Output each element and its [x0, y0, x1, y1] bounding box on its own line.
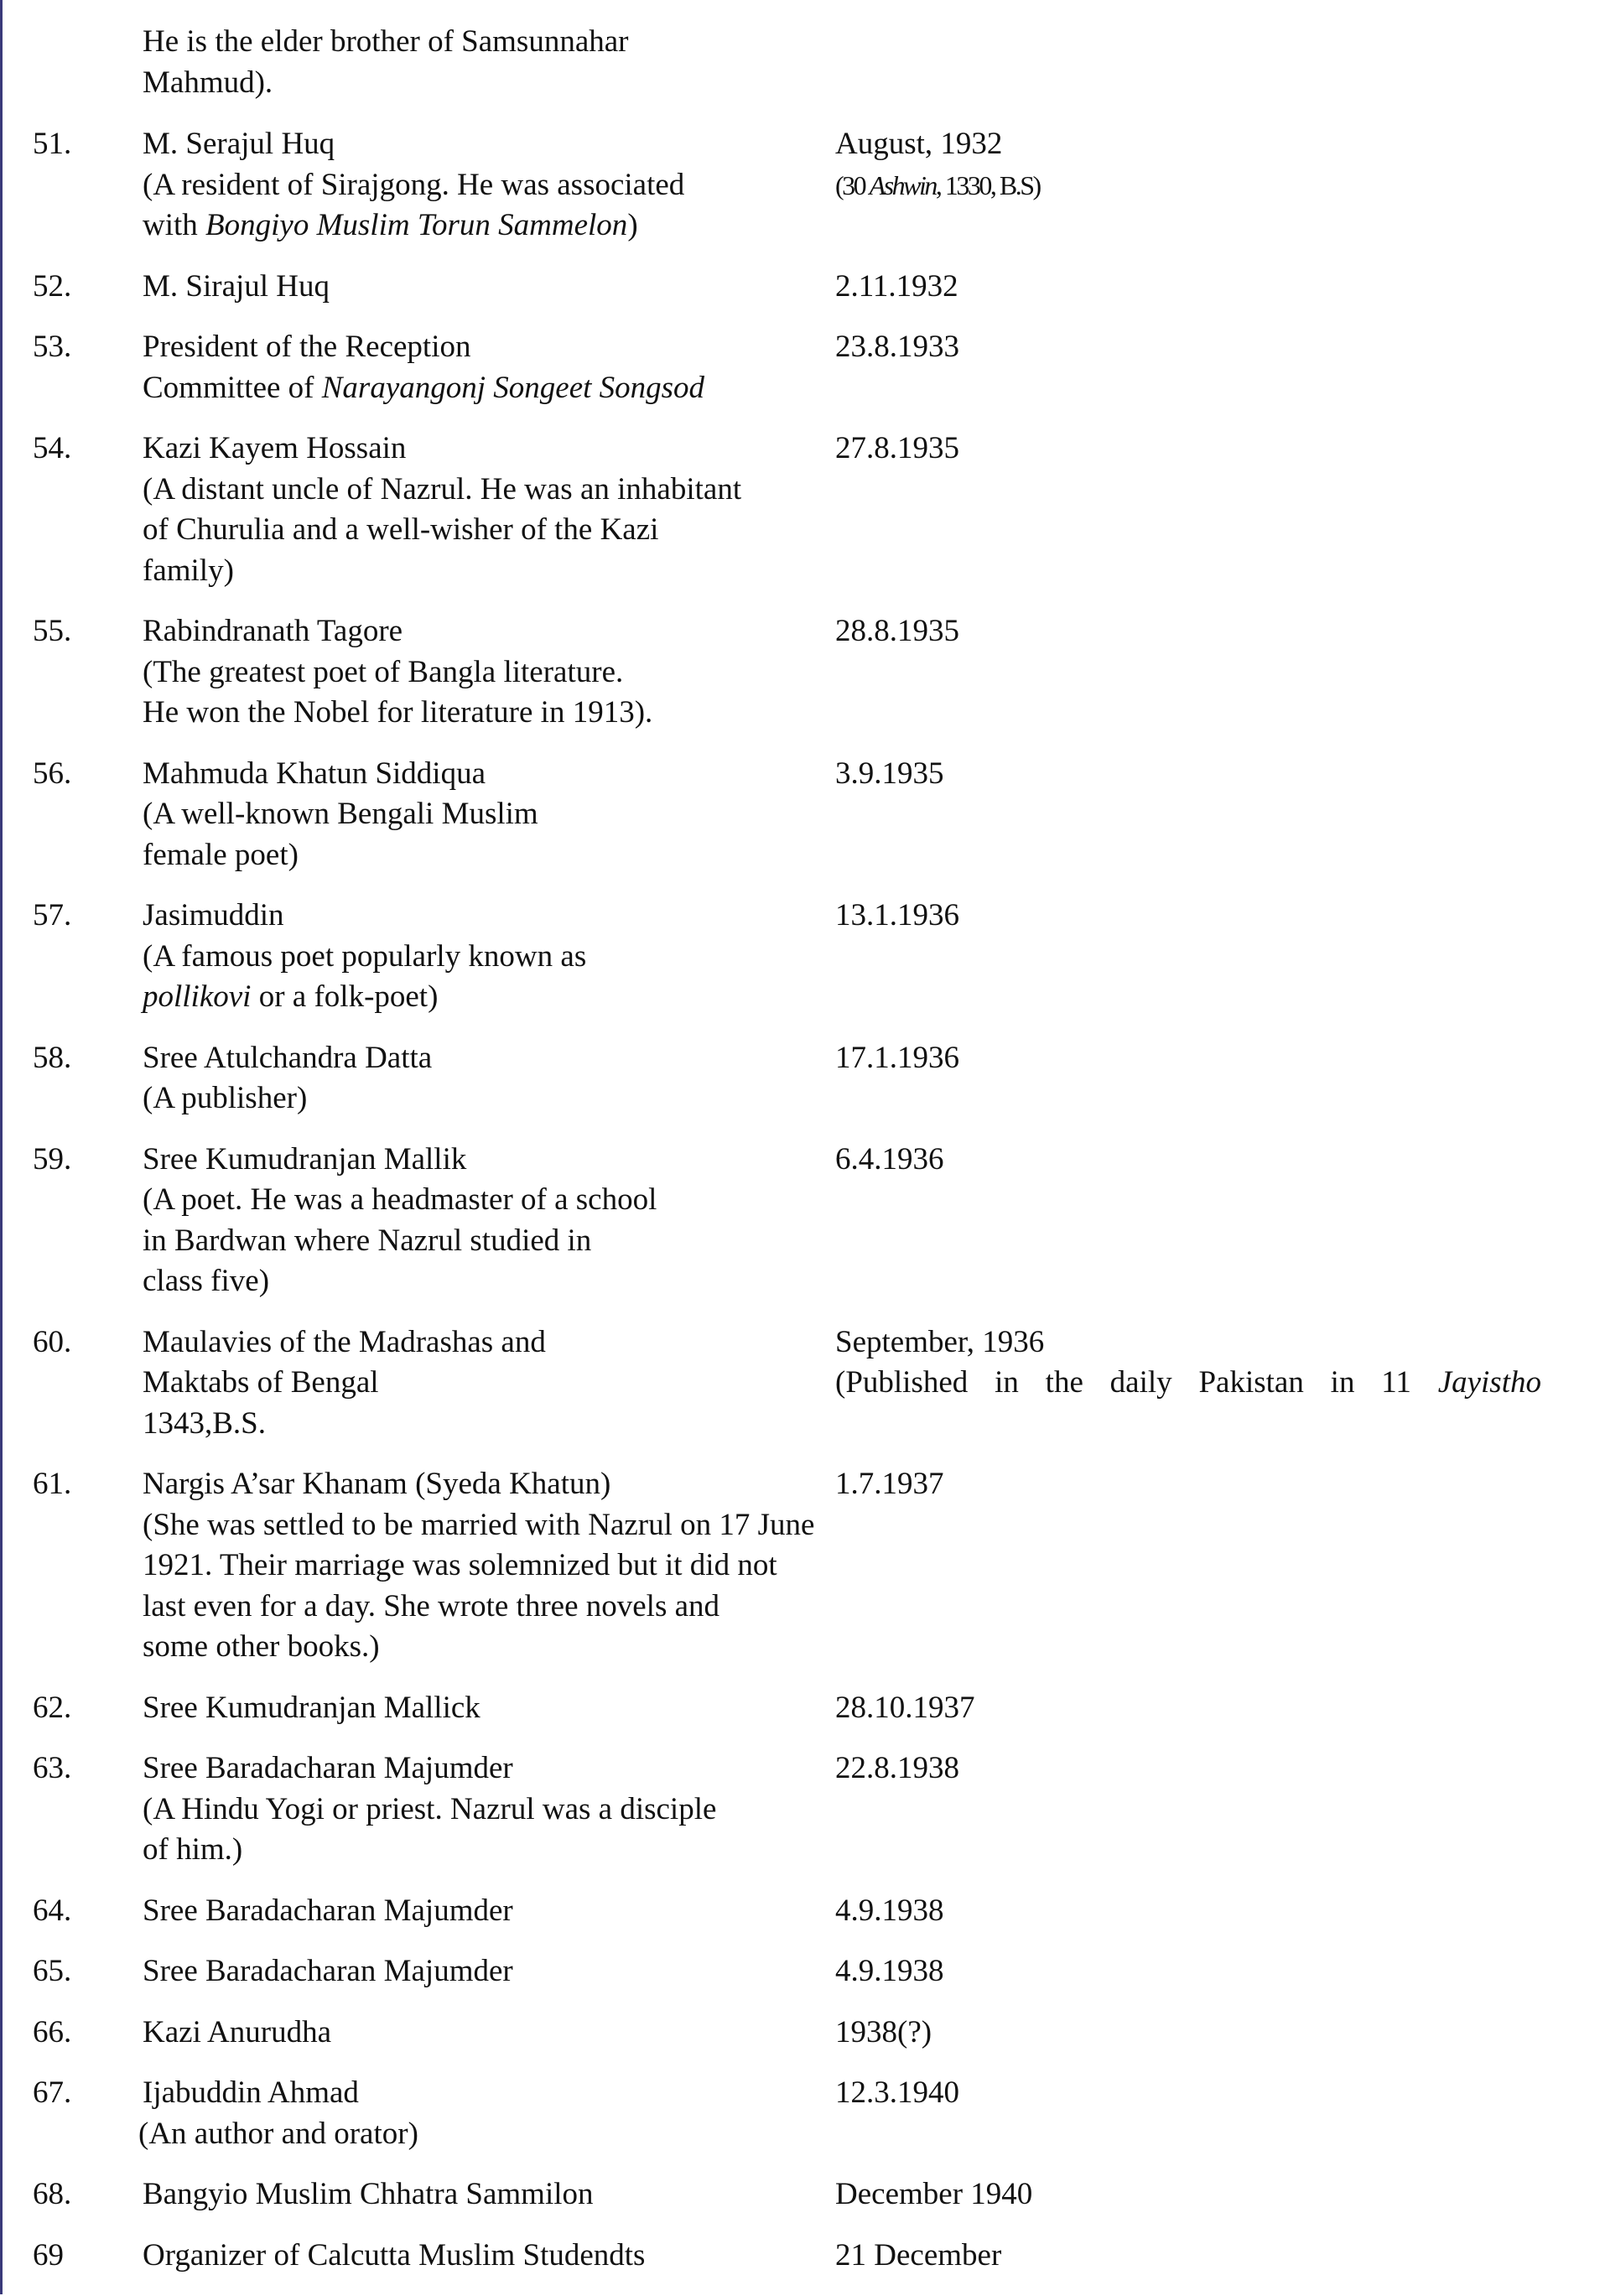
- date-value: 1938(?): [835, 2014, 932, 2049]
- entry-date: [835, 1748, 959, 1790]
- entry-date: [835, 1951, 944, 1992]
- entry-number: 60.: [33, 1324, 72, 1359]
- letter-entry: [0, 124, 1605, 247]
- entry-number: 67.: [33, 2075, 72, 2110]
- entry-date: [835, 896, 959, 937]
- entry-description: [143, 327, 889, 408]
- entry-note: 1921. Their marriage was solemnized but it did not: [143, 1548, 777, 1582]
- entry-number: 64.: [33, 1893, 72, 1928]
- entry-number: 58.: [33, 1040, 72, 1075]
- entry-date: [835, 1891, 944, 1932]
- entry-name: Sree Baradacharan Majumder: [143, 1954, 513, 1988]
- date-value: 4.9.1938: [835, 1893, 944, 1928]
- entry-description: [143, 2236, 889, 2277]
- entry-description: [143, 611, 889, 734]
- entry-number: 56.: [33, 756, 72, 791]
- entry-number: 68.: [33, 2177, 72, 2211]
- letter-entry: [0, 429, 1605, 591]
- entry-description: [143, 1140, 889, 1302]
- entry-name: Sree Atulchandra Datta: [143, 1040, 433, 1075]
- entry-description: [143, 1038, 889, 1119]
- entry-date: [835, 124, 1040, 205]
- intro-line: He is the elder brother of Samsunnahar: [143, 24, 629, 59]
- entry-name: Organizer of Calcutta Muslim Studendts: [143, 2237, 646, 2273]
- entry-description: [143, 1951, 889, 1992]
- entry-date: [835, 429, 959, 470]
- date-value: 4.9.1938: [835, 1954, 944, 1988]
- letter-entry: [0, 327, 1605, 408]
- entry-date: [835, 2073, 959, 2114]
- date-value: 27.8.1935: [835, 431, 959, 465]
- entry-note: Committee of Narayangonj Songeet Songsod: [143, 370, 705, 405]
- entry-note: of him.): [143, 1832, 243, 1867]
- letter-entry: [0, 2236, 1605, 2277]
- letter-entry: [0, 611, 1605, 734]
- entry-date: [835, 1322, 1541, 1404]
- entry-name: M. Sirajul Huq: [143, 268, 330, 304]
- date-value: 28.10.1937: [835, 1690, 975, 1725]
- entry-name: M. Serajul Huq: [143, 127, 335, 161]
- entry-description: [143, 1891, 889, 1932]
- entry-date: [835, 2013, 932, 2054]
- date-value: 13.1.1936: [835, 898, 959, 932]
- entry-note: (An author and orator): [138, 2116, 418, 2151]
- letter-entry: [0, 1688, 1605, 1729]
- entry-number: 65.: [33, 1954, 72, 1988]
- entry-name: Nargis A’sar Khanam (Syeda Khatun): [143, 1467, 611, 1501]
- entry-note: (A distant uncle of Nazrul. He was an inhabitant: [143, 471, 742, 506]
- letter-entry: [0, 267, 1605, 308]
- date-note: (Published in the daily Pakistan in 11 Jayistho: [835, 1365, 1541, 1400]
- entry-name: Sree Kumudranjan Mallick: [143, 1690, 480, 1725]
- entry-number: 62.: [33, 1690, 72, 1725]
- date-note: (30 Ashwin, 1330, B.S): [835, 169, 1040, 200]
- entry-date: [835, 754, 944, 795]
- entry-name: Kazi Anurudha: [143, 2014, 332, 2049]
- date-value: 2.11.1932: [835, 268, 958, 304]
- date-value: 28.8.1935: [835, 614, 959, 648]
- entry-note: (A Hindu Yogi or priest. Nazrul was a disciple: [143, 1791, 717, 1826]
- entry-name: Bangyio Muslim Chhatra Sammilon: [143, 2177, 594, 2211]
- entry-note: (The greatest poet of Bangla literature.: [143, 654, 624, 689]
- date-value: 22.8.1938: [835, 1751, 959, 1785]
- entry-note: (A publisher): [143, 1081, 308, 1115]
- date-value: 17.1.1936: [835, 1040, 959, 1075]
- intro-line: Mahmud).: [143, 65, 273, 100]
- entry-description: [143, 429, 889, 591]
- entry-number: 54.: [33, 431, 72, 465]
- entry-note: of Churulia and a well-wisher of the Kazi: [143, 512, 659, 547]
- date-value: 1.7.1937: [835, 1467, 944, 1501]
- entry-date: [835, 1464, 944, 1505]
- date-value: 12.3.1940: [835, 2075, 959, 2110]
- entry-date: [835, 611, 959, 652]
- entry-number: 69: [33, 2237, 64, 2273]
- continued-entry-text: [0, 22, 1605, 103]
- entry-date: [835, 2174, 1032, 2215]
- entry-number: 57.: [33, 898, 72, 932]
- entry-note: (A poet. He was a headmaster of a school: [143, 1182, 657, 1217]
- entry-date: [835, 1688, 975, 1729]
- entry-number: 63.: [33, 1751, 72, 1785]
- entry-description: [138, 2073, 889, 2154]
- letter-entry: [0, 1464, 1605, 1668]
- entry-description: [143, 1464, 889, 1668]
- letter-entry: [0, 2174, 1605, 2215]
- entry-description: [143, 1748, 889, 1871]
- entry-note: some other books.): [143, 1629, 380, 1664]
- letter-entry: [0, 1951, 1605, 1992]
- entry-number: 52.: [33, 268, 72, 304]
- entry-note: (A well-known Bengali Muslim: [143, 797, 538, 831]
- entry-note: in Bardwan where Nazrul studied in: [143, 1223, 592, 1258]
- letter-entry: [0, 896, 1605, 1018]
- letter-entry: [0, 754, 1605, 876]
- entry-description: [143, 1322, 889, 1445]
- entry-name: Ijabuddin Ahmad: [143, 2075, 359, 2110]
- entry-description: [143, 2174, 889, 2215]
- date-value: 21 December: [835, 2237, 1002, 2273]
- entry-date: [835, 1140, 944, 1181]
- entry-description: [143, 896, 889, 1018]
- date-value: December 1940: [835, 2177, 1033, 2211]
- entry-name: Mahmuda Khatun Siddiqua: [143, 756, 486, 791]
- entry-number: 55.: [33, 614, 72, 648]
- entry-note: (She was settled to be married with Nazrul on 17 June: [143, 1507, 815, 1542]
- entry-description: [143, 124, 889, 247]
- entry-note: pollikovi or a folk-poet): [143, 979, 439, 1014]
- entry-number: 66.: [33, 2014, 72, 2049]
- date-value: August, 1932: [835, 127, 1003, 161]
- entry-number: 51.: [33, 127, 72, 161]
- entry-description: [143, 267, 889, 308]
- letter-entry: [0, 2013, 1605, 2054]
- entry-name: Sree Kumudranjan Mallik: [143, 1141, 467, 1177]
- entry-name: Sree Baradacharan Majumder: [143, 1751, 513, 1785]
- entry-date: [835, 1038, 959, 1079]
- entry-name: Kazi Kayem Hossain: [143, 431, 407, 465]
- entry-number: 59.: [33, 1141, 72, 1177]
- document-page: [0, 22, 1605, 2296]
- entry-note: last even for a day. She wrote three novels and: [143, 1588, 720, 1623]
- entry-date: [835, 267, 958, 308]
- entry-note: (A famous poet popularly known as: [143, 938, 587, 974]
- entry-name: Jasimuddin: [143, 898, 284, 932]
- letter-entry: [0, 1322, 1605, 1445]
- letter-entry: [0, 1748, 1605, 1871]
- entry-name: Maktabs of Bengal: [143, 1365, 379, 1400]
- entry-number: 61.: [33, 1467, 72, 1501]
- entry-name: Rabindranath Tagore: [143, 614, 403, 648]
- entry-name: Sree Baradacharan Majumder: [143, 1893, 513, 1928]
- entry-note: female poet): [143, 837, 299, 872]
- entry-name: President of the Reception: [143, 330, 471, 364]
- entry-note: class five): [143, 1264, 270, 1298]
- entry-note: (A resident of Sirajgong. He was associated: [143, 167, 685, 202]
- date-value: 6.4.1936: [835, 1141, 944, 1177]
- entry-note: with Bongiyo Muslim Torun Sammelon): [143, 208, 638, 242]
- entry-date: [835, 2236, 1001, 2277]
- entry-description: [143, 1688, 889, 1729]
- date-value: 23.8.1933: [835, 330, 959, 364]
- letter-entry: [0, 1140, 1605, 1302]
- entry-number: 53.: [33, 330, 72, 364]
- letter-entry: [0, 1891, 1605, 1932]
- entry-note: family): [143, 553, 234, 588]
- letter-entry: [0, 1038, 1605, 1119]
- entry-name: Maulavies of the Madrashas and: [143, 1324, 546, 1359]
- entry-description: [143, 754, 889, 876]
- entry-note: 1343,B.S.: [143, 1405, 267, 1441]
- entry-description: [143, 2013, 889, 2054]
- date-value: September, 1936: [835, 1324, 1045, 1359]
- date-value: 3.9.1935: [835, 756, 944, 791]
- entry-date: [835, 327, 959, 368]
- letter-entry: [0, 2073, 1605, 2154]
- entry-note: He won the Nobel for literature in 1913).: [143, 695, 653, 730]
